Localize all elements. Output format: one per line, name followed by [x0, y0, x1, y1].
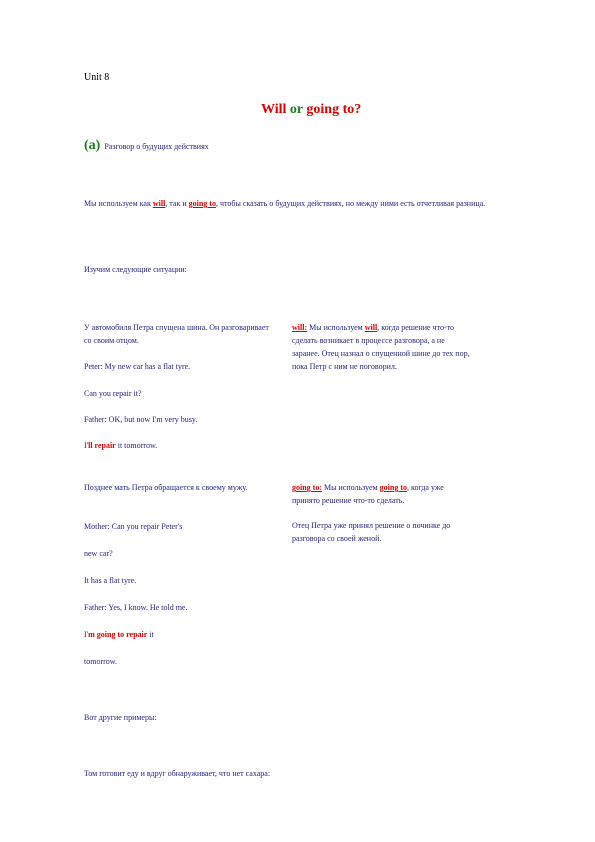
- block2-father-line: Father: Yes, I know. He told me.: [84, 603, 188, 612]
- block1-father-line: Father: OK, but now I'm very busy.: [84, 415, 198, 424]
- block1-ll-repair: ll repair: [88, 441, 116, 450]
- block1-repair-question: Can you repair it?: [84, 389, 142, 398]
- intro-text-1: Мы используем как: [84, 199, 153, 208]
- block2-new-car: new car?: [84, 549, 113, 558]
- block2-it: it: [147, 630, 154, 639]
- block2-going-sentence: [84, 628, 154, 641]
- intro-going-to: going to: [188, 199, 216, 208]
- block1-i: I': [84, 441, 89, 450]
- study-line: Изучим следующие ситуации:: [84, 265, 187, 274]
- block2-intro: Позднее мать Петра обращается к своему мужу.: [84, 483, 248, 492]
- will-label: will:: [292, 323, 308, 332]
- block1-explanation: [292, 321, 470, 373]
- block1-expl-1: Мы используем: [307, 323, 365, 332]
- tom-line: Том готовит еду и вдруг обнаруживает, что нет сахара:: [84, 769, 271, 778]
- page-title: [261, 102, 361, 118]
- block1-will-sentence: [84, 439, 157, 452]
- block1-intro: У автомобиля Петра спущена шина. Он разговаривает со своим отцом.: [84, 323, 269, 345]
- examples-line: Вот другие примеры:: [84, 713, 157, 722]
- block2-expl-going: going to: [379, 483, 407, 492]
- block2-expl-1: Мы используем: [322, 483, 380, 492]
- block1-peter-line: Peter: My new car has a flat tyre.: [84, 362, 191, 371]
- intro-text-3: , чтобы сказать о будущих действиях, но между ними есть отчетливая разница.: [215, 199, 486, 208]
- block2-expl-2: , когда уже принято решение что-то сделать.: [292, 483, 444, 505]
- intro-will: will: [152, 199, 166, 208]
- block1-expl-2: , когда решение что-то сделать возникает в процессе разговора, а не заранее. Отец назнал о спущенной шине до тех пор, пока Петр с ним не поговорил.: [292, 323, 470, 371]
- going-to-label: going to:: [292, 483, 322, 492]
- title-will: Will: [261, 102, 287, 117]
- section-text: Разговор о будущих действиях: [104, 142, 209, 151]
- unit-label: Unit 8: [84, 72, 110, 83]
- block2-explanation-2: Отец Петра уже принял решение о починке до разговора со своей женой.: [292, 521, 451, 543]
- section-heading: [84, 136, 209, 154]
- title-question: ?: [354, 102, 362, 117]
- block2-tomorrow: tomorrow.: [84, 657, 118, 666]
- block2-i: I': [84, 630, 89, 639]
- block2-m-going-to-repair: m going to repair: [88, 630, 148, 639]
- title-or: or: [289, 102, 303, 117]
- intro-paragraph: [84, 197, 554, 210]
- section-marker: (a): [84, 138, 101, 153]
- block2-mother-line: Mother: Can you repair Peter's: [84, 522, 183, 531]
- block1-expl-will: will: [364, 323, 378, 332]
- intro-text-2: , так и: [165, 199, 189, 208]
- block2-explanation: [292, 481, 470, 507]
- title-going-to: going to: [306, 102, 355, 117]
- block2-flat-tyre: It has a flat tyre.: [84, 576, 137, 585]
- block1-tomorrow: it tomorrow.: [115, 441, 158, 450]
